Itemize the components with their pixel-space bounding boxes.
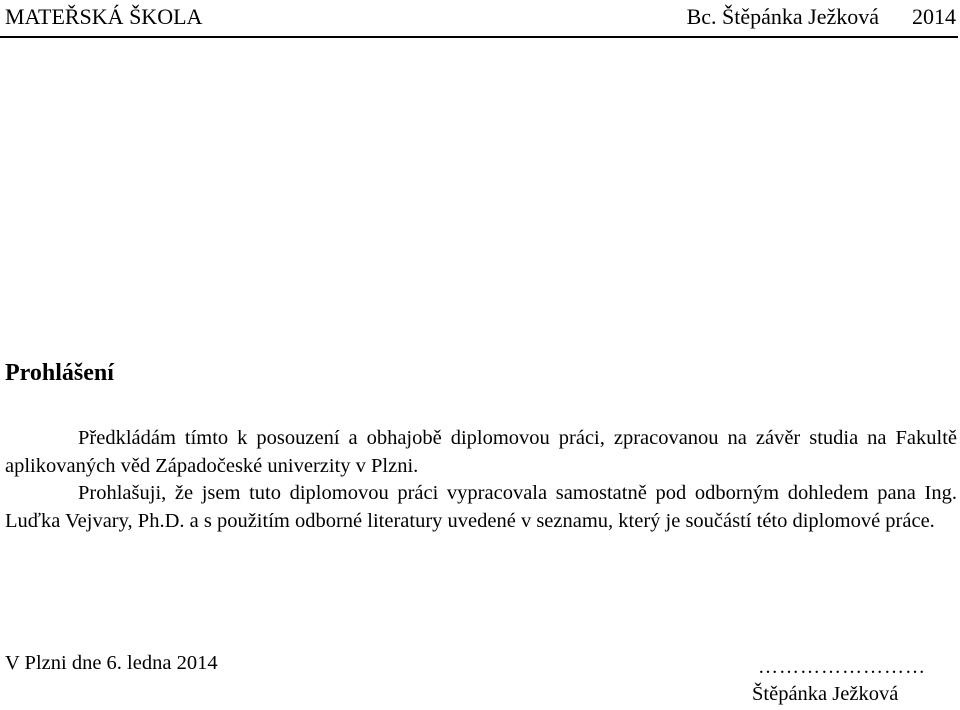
signature-line: …………………… xyxy=(758,656,926,678)
declaration-body xyxy=(5,425,957,535)
place-and-date: V Plzni dne 6. ledna 2014 xyxy=(5,652,218,674)
signature-name: Štěpánka Ježková xyxy=(752,683,899,705)
header-school-name: MATEŘSKÁ ŠKOLA xyxy=(5,4,203,29)
declaration-paragraph-submission: Předkládám tímto k posouzení a obhajobě diplomovou práci, zpracovanou na závěr studia na Fakultě aplikovaných věd Západočeské univerzity v Plzni. xyxy=(5,427,957,477)
header-author-year: Bc. Štěpánka Ježková 2014 xyxy=(686,4,956,29)
page-header xyxy=(0,0,958,38)
page-title: Prohlášení xyxy=(5,360,114,386)
declaration-paragraph-statement: Prohlašuji, že jsem tuto diplomovou práci vypracovala samostatně pod odborným dohledem pana Ing. Luďka Vejvary, Ph.D. a s použitím odborné literatury uvedené v seznamu, který je součástí této diplomové práce. xyxy=(5,482,957,532)
